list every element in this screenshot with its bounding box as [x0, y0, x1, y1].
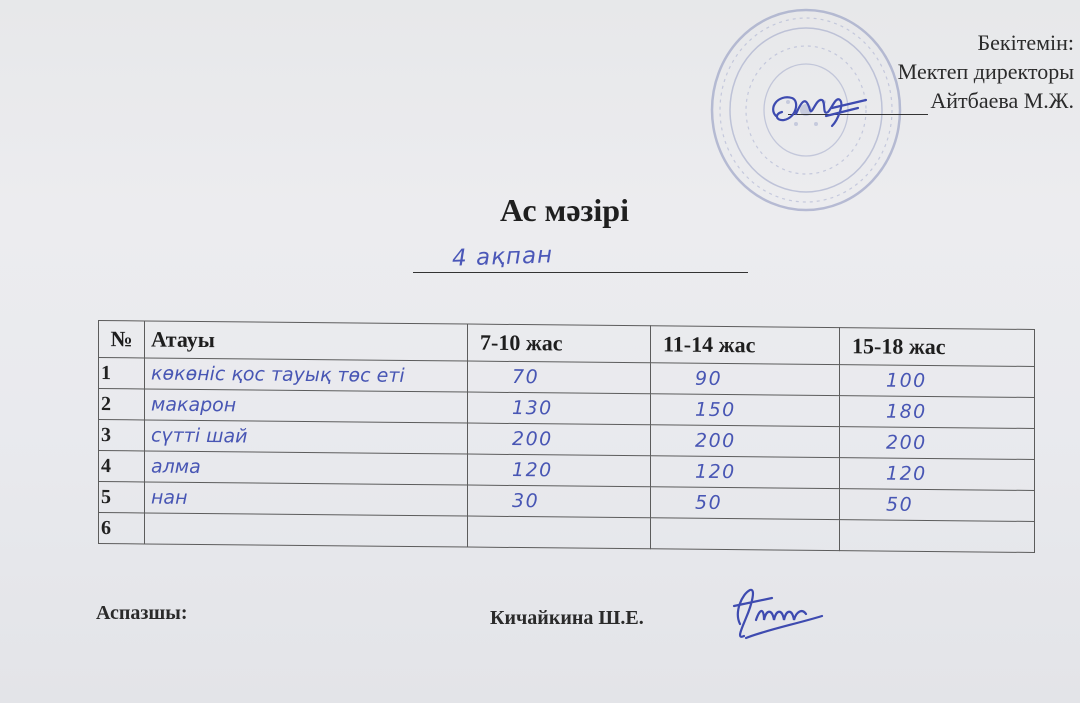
portion-15-18: 50 [840, 489, 1035, 522]
portion-11-14: 120 [651, 456, 840, 489]
approval-position: Мектеп директоры [897, 59, 1074, 84]
cook-name: Кичайкина Ш.Е. [490, 607, 644, 629]
date-underline [413, 272, 748, 273]
dish-name: макарон [145, 389, 468, 423]
portion-11-14: 150 [651, 394, 840, 427]
portion-15-18: 120 [840, 458, 1035, 491]
header-name: Атауы [145, 321, 468, 361]
header-age-11-14: 11-14 жас [651, 326, 840, 365]
page-title: Ас мәзірі [500, 192, 629, 228]
row-number: 1 [99, 358, 145, 389]
portion-7-10 [468, 516, 651, 549]
header-number: № [99, 321, 145, 358]
dish-name [145, 513, 468, 547]
director-name: Айтбаева М.Ж. [930, 88, 1074, 113]
header-age-15-18: 15-18 жас [840, 328, 1035, 367]
dish-name: көкөніс қос тауық төс еті [145, 358, 468, 392]
row-number: 5 [99, 482, 145, 513]
portion-7-10: 70 [468, 361, 651, 394]
portion-15-18: 180 [840, 396, 1035, 429]
menu-table-wrapper [98, 320, 1034, 577]
portion-15-18 [840, 520, 1035, 553]
row-number: 4 [99, 451, 145, 482]
dish-name: сүтті шай [145, 420, 468, 454]
header-age-7-10: 7-10 жас [468, 324, 651, 363]
row-number: 2 [99, 389, 145, 420]
portion-15-18: 200 [840, 427, 1035, 460]
portion-7-10: 30 [468, 485, 651, 518]
portion-11-14 [651, 518, 840, 551]
portion-11-14: 90 [651, 363, 840, 396]
dish-name: нан [145, 482, 468, 516]
approval-heading: Бекітемін: [977, 30, 1074, 55]
portion-15-18: 100 [840, 365, 1035, 398]
menu-table [98, 320, 1035, 553]
cook-label: Аспазшы: [96, 602, 188, 624]
row-number: 3 [99, 420, 145, 451]
dish-name: алма [145, 451, 468, 485]
director-signature [766, 86, 876, 132]
row-number: 6 [99, 513, 145, 544]
portion-11-14: 50 [651, 487, 840, 520]
portion-11-14: 200 [651, 425, 840, 458]
portion-7-10: 200 [468, 423, 651, 456]
portion-7-10: 130 [468, 392, 651, 425]
cook-signature [726, 584, 826, 646]
handwritten-date: 4 ақпан [451, 242, 554, 272]
portion-7-10: 120 [468, 454, 651, 487]
